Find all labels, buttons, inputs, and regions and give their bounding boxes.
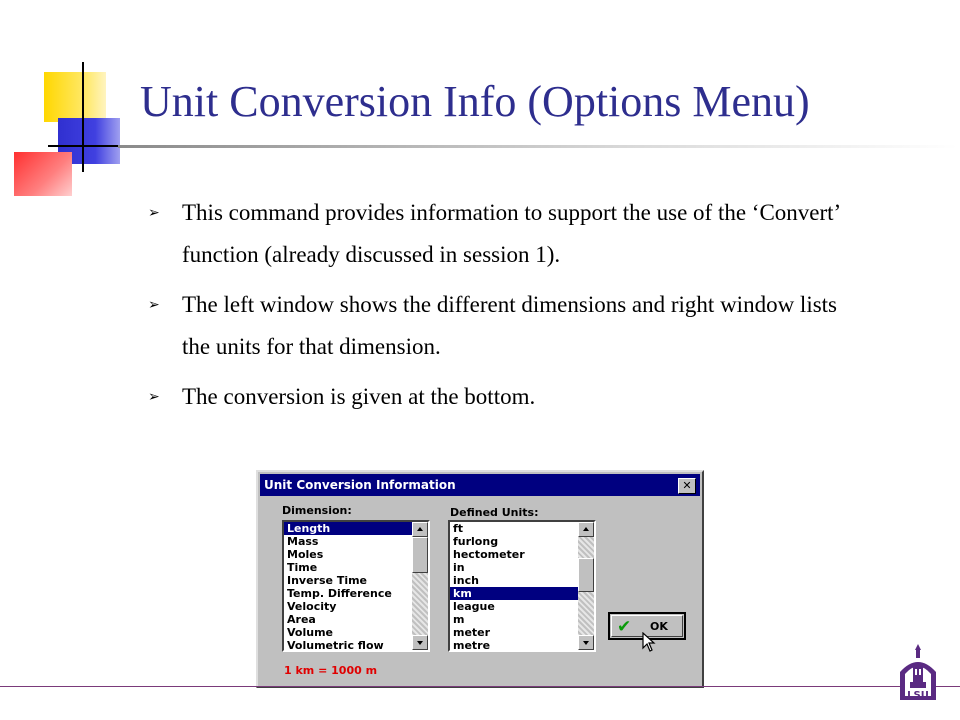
- list-item[interactable]: inch: [453, 574, 479, 587]
- dialog-title: Unit Conversion Information: [264, 478, 456, 492]
- chevron-right-icon: ➢: [148, 297, 160, 313]
- list-item[interactable]: Volume: [287, 626, 333, 639]
- list-item[interactable]: meter: [453, 626, 491, 639]
- conversion-result: 1 km = 1000 m: [284, 664, 378, 677]
- list-item[interactable]: in: [453, 561, 465, 574]
- dimension-label: Dimension:: [282, 504, 352, 517]
- scroll-down-arrow-icon[interactable]: [412, 635, 428, 650]
- scroll-down-arrow-icon[interactable]: [578, 635, 594, 650]
- bullet-text: The conversion is given at the bottom.: [182, 384, 536, 409]
- close-icon[interactable]: ✕: [678, 478, 696, 494]
- slide-title: Unit Conversion Info (Options Menu): [140, 77, 810, 126]
- list-item[interactable]: Moles: [287, 548, 324, 561]
- list-item[interactable]: Inverse Time: [287, 574, 368, 587]
- dimension-listbox[interactable]: [282, 520, 430, 652]
- scroll-up-arrow-icon[interactable]: [578, 522, 594, 537]
- dimension-scrollbar[interactable]: [412, 522, 428, 650]
- decor-yellow-square: [44, 72, 106, 122]
- list-item[interactable]: hectometer: [453, 548, 525, 561]
- list-item[interactable]: Time: [287, 561, 318, 574]
- list-item[interactable]: furlong: [453, 535, 499, 548]
- svg-text:LSU: LSU: [907, 690, 929, 701]
- unit-conversion-dialog: [256, 470, 704, 688]
- mouse-pointer-icon: [642, 632, 656, 654]
- list-item[interactable]: km: [450, 587, 578, 600]
- list-item[interactable]: Mass: [287, 535, 319, 548]
- list-item[interactable]: Area: [287, 613, 316, 626]
- list-item[interactable]: Volumetric flow: [287, 639, 384, 652]
- chevron-right-icon: ➢: [148, 205, 160, 221]
- unit-items: [450, 522, 578, 652]
- dialog-title-bar[interactable]: [260, 474, 700, 496]
- list-item[interactable]: m: [453, 613, 465, 626]
- decor-vertical-line: [82, 62, 84, 172]
- title-divider: [118, 145, 958, 148]
- checkmark-icon: ✔: [617, 617, 632, 637]
- scrollbar-thumb[interactable]: [412, 537, 428, 573]
- bullet-text: The left window shows the different dimensions and right window lists the units for that dimension.: [182, 292, 837, 359]
- list-item[interactable]: Temp. Difference: [287, 587, 392, 600]
- list-item[interactable]: league: [453, 600, 495, 613]
- dimension-items: [284, 522, 412, 652]
- units-scrollbar[interactable]: [578, 522, 594, 650]
- list-item[interactable]: metre: [453, 639, 491, 652]
- footer-divider: [0, 686, 960, 687]
- units-listbox[interactable]: [448, 520, 596, 652]
- chevron-right-icon: ➢: [148, 389, 160, 405]
- decor-red-square: [14, 152, 72, 196]
- bullet-item: [148, 376, 848, 418]
- scroll-up-arrow-icon[interactable]: [412, 522, 428, 537]
- bullet-text: This command provides information to support the use of the ‘Convert’ function (already discussed in session 1).: [182, 200, 840, 267]
- scrollbar-thumb[interactable]: [578, 558, 594, 592]
- ok-button-label: OK: [650, 620, 668, 633]
- bullet-item: [148, 284, 848, 368]
- list-item[interactable]: Length: [284, 522, 412, 535]
- bullet-item: [148, 192, 848, 276]
- lsu-logo: [894, 642, 942, 704]
- list-item[interactable]: ft: [453, 522, 464, 535]
- list-item[interactable]: Velocity: [287, 600, 337, 613]
- defined-units-label: Defined Units:: [450, 506, 539, 519]
